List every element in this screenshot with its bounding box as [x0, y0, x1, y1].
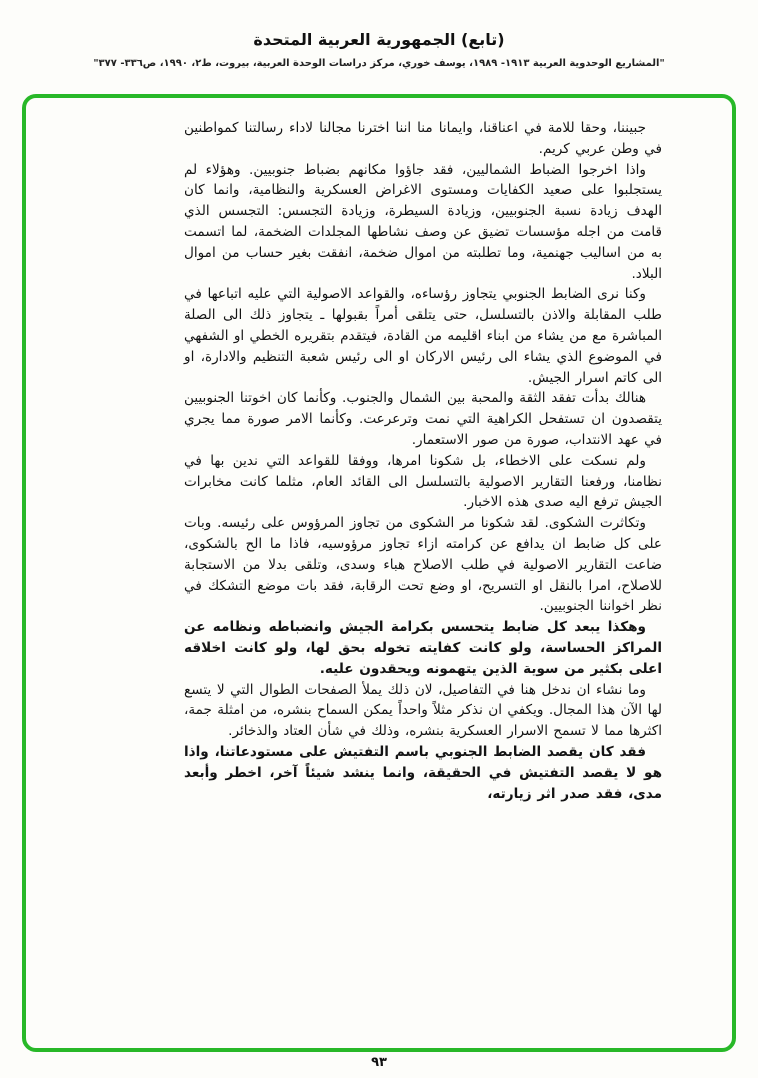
paragraph: واذا اخرجوا الضباط الشماليين، فقد جاؤوا مكانهم بضباط جنوبيين. وهؤلاء لم يستجلبوا على صعيد الكفايات ومستوى الاغراض العسكرية والنظامية، وانما كان الهدف زيادة نسبة الجنوبيين، وزيادة السيطرة، وزيادة التجسس: التجسس الذي قامت من اجله مؤسسات تضيق عن وصف نشاطها المجلدات الضخمة، لما اتسمت به من اساليب جهنمية، وما تطلبته من اموال ضخمة، انفقت بغير حساب من اموال البلاد.	[184, 161, 662, 282]
page-number: ٩٣	[371, 1055, 387, 1070]
document-body-text	[184, 118, 662, 804]
paragraph: جبيننا، وحقا للامة في اعناقنا، وايمانا منا اننا اخترنا مجالنا لاداء رسالتنا كمواطنين في وطن عربي كريم.	[184, 120, 662, 157]
paragraph: ولم نسكت على الاخطاء، بل شكونا امرها، ووفقا للقواعد التي ندين بها في نظامنا، ورفعنا التقارير الاصولية بالتسلسل الى القائد العام، مثلما كانت مخابرات الجيش ترفع اليه صدى هذه الاخبار.	[184, 452, 662, 511]
paragraph: وما نشاء ان ندخل هنا في التفاصيل، لان ذلك يملأ الصفحات الطوال التي لا يتسع لها الآن هذا المجال. ويكفي ان نذكر مثلاً واحداً يمكن السماح بنشره، من امثلة جمة، اكثرها مما لا تسمح الاسرار العسكرية بنشره، وذلك في شأن العتاد والذخائر.	[184, 681, 662, 740]
paragraph: وهكذا يبعد كل ضابط يتحسس بكرامة الجيش وانضباطه ونظامه عن المراكز الحساسة، ولو كانت كفايته تخوله بحق لها، ولو كانت اخلاقه اعلى بكثير من سوية الذين يتهمونه ويحقدون عليه.	[184, 619, 662, 677]
paragraph: فقد كان يقصد الضابط الجنوبي باسم التفتيش على مستودعاتنا، واذا هو لا يقصد التفتيش في الحقيقة، وانما ينشد شيئاً آخر، اخطر وأبعد مدى، فقد صدر اثر زيارته،	[184, 743, 662, 802]
paragraph: وكنا نرى الضابط الجنوبي يتجاوز رؤساءه، والقواعد الاصولية التي عليه اتباعها في طلب المقابلة والاذن بالتسلسل، حتى يتلقى أمراً بقبولها ـ يتجاوز ذلك الى الصلة المباشرة مع من يشاء من ابناء اقليمه من القادة، فيتقدم بتقريره الخطي او الشفهي في الموضوع الذي يشاء الى رئيس الاركان او الى رئيس شعبة التنظيم والادارة، او الى كاتم اسرار الجيش.	[184, 286, 662, 386]
page-header	[0, 30, 758, 69]
page-title: (تابع) الجمهورية العربية المتحدة	[253, 30, 505, 49]
source-citation: "المشاريع الوحدوية العربية ١٩١٣- ١٩٨٩، يوسف خوري، مركز دراسات الوحدة العربية، بيروت، ط٢، ١٩٩٠، ص٣٣٦- ٣٧٧"	[93, 58, 665, 69]
paragraph: وتكاثرت الشكوى. لقد شكونا مر الشكوى من تجاوز المرؤوس على رئيسه. وبات على كل ضابط ان يدافع عن كرامته ازاء تجاوز مرؤوسيه، فاذا ما الح بالشكوى، ضاعت التقارير الاصولية في طلب الاصلاح هباء وسدى، وتلقى بدلا من الاستجابة للاصلاح، امرا بالنقل او التسريح، او وضع تحت الرقابة، فقد بات موضع التشكك في نظر اخواننا الجنوبيين.	[184, 515, 662, 615]
paragraph: هنالك بدأت تفقد الثقة والمحبة بين الشمال والجنوب. وكأنما كان اخوتنا الجنوبيين يتقصدون ان تستفحل الكراهية التي نمت وترعرعت. وكأنما الامر صورة مما يجري في عهد الانتداب، صورة من صور الاستعمار.	[184, 390, 662, 448]
